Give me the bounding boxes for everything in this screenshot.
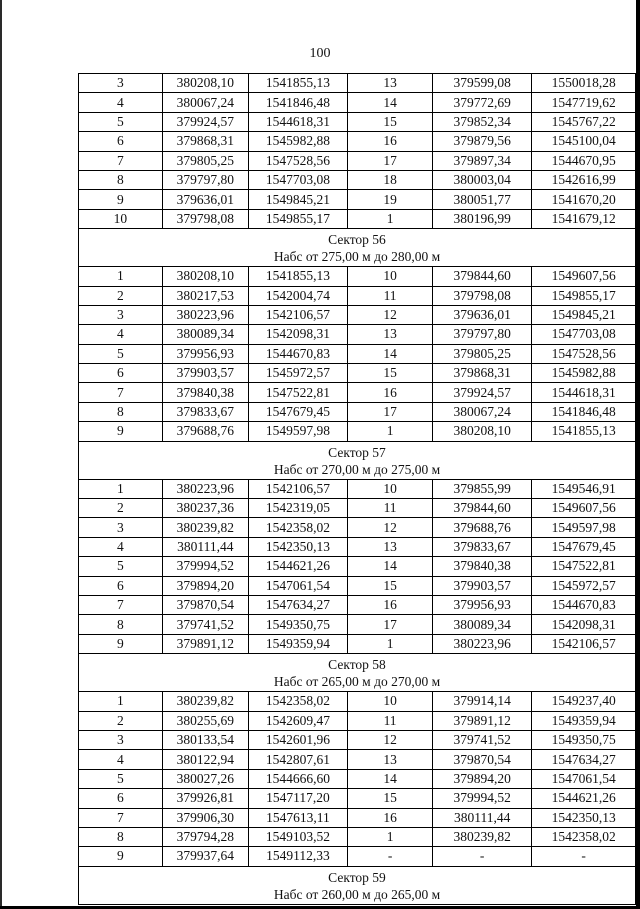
cell-y-coordinate: 1544670,83 [248, 344, 347, 363]
table-row [79, 808, 636, 827]
table-row [79, 711, 636, 730]
cell-x-coordinate: 380208,10 [433, 422, 532, 441]
cell-point-number: 4 [79, 93, 163, 112]
cell-point-number: 12 [348, 730, 433, 749]
cell-x-coordinate: 380111,44 [433, 808, 532, 827]
table-row [79, 402, 636, 421]
cell-x-coordinate: 379772,69 [433, 93, 532, 112]
cell-point-number: 11 [348, 711, 433, 730]
table-row [79, 190, 636, 209]
sector-title: Сектор 57 [328, 444, 386, 460]
cell-x-coordinate: 379636,01 [433, 305, 532, 324]
cell-point-number: 1 [79, 479, 163, 498]
table-row [79, 112, 636, 131]
cell-x-coordinate: 380217,53 [162, 286, 248, 305]
cell-x-coordinate: 379914,14 [433, 692, 532, 711]
cell-point-number: 13 [348, 537, 433, 556]
cell-x-coordinate: 379894,20 [433, 769, 532, 788]
cell-x-coordinate: 379894,20 [162, 576, 248, 595]
table-row [79, 827, 636, 846]
cell-y-coordinate: 1541855,13 [248, 267, 347, 286]
cell-y-coordinate: 1549597,98 [532, 518, 636, 537]
cell-point-number: 15 [348, 576, 433, 595]
table-row [79, 305, 636, 324]
cell-y-coordinate: 1541670,20 [532, 190, 636, 209]
cell-x-coordinate: 379599,08 [433, 74, 532, 93]
cell-point-number: 14 [348, 769, 433, 788]
scan-edge-right [636, 0, 640, 909]
page-number: 100 [309, 46, 331, 61]
cell-x-coordinate: 379937,64 [162, 847, 248, 866]
cell-point-number: 16 [348, 808, 433, 827]
cell-y-coordinate: 1542358,02 [248, 692, 347, 711]
cell-x-coordinate: 379868,31 [162, 132, 248, 151]
cell-y-coordinate: 1547679,45 [248, 402, 347, 421]
cell-y-coordinate: 1544621,26 [248, 557, 347, 576]
cell-point-number: 6 [79, 576, 163, 595]
cell-point-number: 5 [79, 112, 163, 131]
table-row [79, 151, 636, 170]
cell-x-coordinate: 379897,34 [433, 151, 532, 170]
cell-x-coordinate: 379636,01 [162, 190, 248, 209]
cell-point-number: 13 [348, 750, 433, 769]
cell-point-number: 11 [348, 286, 433, 305]
scan-edge-left [0, 0, 2, 909]
cell-point-number: 16 [348, 383, 433, 402]
cell-y-coordinate: 1542350,13 [532, 808, 636, 827]
cell-x-coordinate: 380122,94 [162, 750, 248, 769]
cell-point-number: 7 [79, 383, 163, 402]
cell-x-coordinate: 380111,44 [162, 537, 248, 556]
cell-x-coordinate: 379840,38 [433, 557, 532, 576]
cell-x-coordinate: 379891,12 [433, 711, 532, 730]
cell-y-coordinate: 1549112,33 [248, 847, 347, 866]
table-row [79, 209, 636, 228]
cell-y-coordinate: 1549546,91 [532, 479, 636, 498]
cell-y-coordinate: 1542807,61 [248, 750, 347, 769]
cell-x-coordinate: 380239,82 [162, 692, 248, 711]
table-row [79, 364, 636, 383]
coordinates-table-body [79, 74, 636, 905]
cell-y-coordinate: 1544618,31 [248, 112, 347, 131]
cell-point-number: 8 [79, 615, 163, 634]
cell-point-number: 15 [348, 364, 433, 383]
table-row [79, 499, 636, 518]
cell-point-number: 10 [79, 209, 163, 228]
cell-y-coordinate: 1541679,12 [532, 209, 636, 228]
cell-x-coordinate: 380067,24 [162, 93, 248, 112]
sector-header-row [79, 441, 636, 479]
cell-point-number: 15 [348, 112, 433, 131]
cell-x-coordinate: 379852,34 [433, 112, 532, 131]
sector-altitude-range: Набс от 260,00 м до 265,00 м [273, 886, 441, 902]
cell-y-coordinate: 1542106,57 [248, 305, 347, 324]
cell-y-coordinate: 1541846,48 [248, 93, 347, 112]
cell-point-number: 16 [348, 595, 433, 614]
cell-y-coordinate: 1547528,56 [532, 344, 636, 363]
cell-point-number: 14 [348, 557, 433, 576]
cell-x-coordinate: 379903,57 [162, 364, 248, 383]
cell-point-number: 15 [348, 789, 433, 808]
cell-x-coordinate: 380237,36 [162, 499, 248, 518]
cell-y-coordinate: 1549103,52 [248, 827, 347, 846]
cell-x-coordinate: 380089,34 [433, 615, 532, 634]
cell-x-coordinate: 379924,57 [433, 383, 532, 402]
cell-y-coordinate: 1541855,13 [532, 422, 636, 441]
cell-y-coordinate: 1545767,22 [532, 112, 636, 131]
cell-x-coordinate: 379924,57 [162, 112, 248, 131]
cell-y-coordinate: 1545982,88 [532, 364, 636, 383]
table-row [79, 422, 636, 441]
cell-y-coordinate: 1549845,21 [532, 305, 636, 324]
cell-y-coordinate: 1542098,31 [248, 325, 347, 344]
cell-point-number: 2 [79, 286, 163, 305]
cell-x-coordinate: 379688,76 [433, 518, 532, 537]
table-row [79, 730, 636, 749]
cell-x-coordinate: 380208,10 [162, 74, 248, 93]
cell-x-coordinate: 379870,54 [433, 750, 532, 769]
cell-point-number: 9 [79, 634, 163, 653]
table-row [79, 750, 636, 769]
cell-y-coordinate: 1550018,28 [532, 74, 636, 93]
sector-header-row [79, 229, 636, 267]
cell-point-number: 12 [348, 305, 433, 324]
cell-point-number: 13 [348, 325, 433, 344]
cell-point-number: 17 [348, 151, 433, 170]
cell-x-coordinate: 379844,60 [433, 267, 532, 286]
cell-x-coordinate: 379798,08 [162, 209, 248, 228]
cell-y-coordinate: 1544618,31 [532, 383, 636, 402]
table-row [79, 576, 636, 595]
cell-point-number: 14 [348, 93, 433, 112]
cell-point-number: 1 [348, 422, 433, 441]
cell-point-number: 4 [79, 750, 163, 769]
table-row [79, 595, 636, 614]
cell-y-coordinate: 1542601,96 [248, 730, 347, 749]
table-row [79, 692, 636, 711]
cell-y-coordinate: 1549350,75 [248, 615, 347, 634]
table-row [79, 479, 636, 498]
cell-x-coordinate: 380089,34 [162, 325, 248, 344]
table-row [79, 267, 636, 286]
cell-y-coordinate: 1542106,57 [532, 634, 636, 653]
cell-x-coordinate: 379994,52 [433, 789, 532, 808]
cell-point-number: 1 [348, 634, 433, 653]
cell-x-coordinate: 380239,82 [433, 827, 532, 846]
cell-point-number: 16 [348, 132, 433, 151]
cell-y-coordinate: - [532, 847, 636, 866]
cell-point-number: 7 [79, 595, 163, 614]
sector-title: Сектор 59 [328, 869, 386, 885]
table-row [79, 769, 636, 788]
table-row [79, 518, 636, 537]
cell-x-coordinate: 379797,80 [162, 170, 248, 189]
cell-y-coordinate: 1545972,57 [532, 576, 636, 595]
cell-x-coordinate: 379870,54 [162, 595, 248, 614]
table-row [79, 557, 636, 576]
cell-y-coordinate: 1547613,11 [248, 808, 347, 827]
cell-point-number: 10 [348, 479, 433, 498]
cell-point-number: 5 [79, 344, 163, 363]
cell-y-coordinate: 1542106,57 [248, 479, 347, 498]
cell-x-coordinate: 380208,10 [162, 267, 248, 286]
cell-point-number: 1 [79, 692, 163, 711]
cell-x-coordinate: 380223,96 [162, 305, 248, 324]
sector-altitude-range: Набс от 270,00 м до 275,00 м [273, 461, 441, 477]
cell-x-coordinate: 379879,56 [433, 132, 532, 151]
cell-point-number: 3 [79, 518, 163, 537]
cell-y-coordinate: 1549855,17 [532, 286, 636, 305]
cell-y-coordinate: 1542358,02 [532, 827, 636, 846]
cell-y-coordinate: 1549359,94 [532, 711, 636, 730]
cell-point-number: 4 [79, 537, 163, 556]
cell-point-number: 11 [348, 499, 433, 518]
cell-x-coordinate: 380003,04 [433, 170, 532, 189]
cell-x-coordinate: 379956,93 [162, 344, 248, 363]
cell-x-coordinate: 379833,67 [433, 537, 532, 556]
cell-x-coordinate: 379926,81 [162, 789, 248, 808]
cell-point-number: 3 [79, 730, 163, 749]
cell-point-number: 8 [79, 402, 163, 421]
cell-point-number: 5 [79, 557, 163, 576]
cell-y-coordinate: 1541855,13 [248, 74, 347, 93]
cell-y-coordinate: 1547528,56 [248, 151, 347, 170]
cell-point-number: 18 [348, 170, 433, 189]
cell-point-number: 13 [348, 74, 433, 93]
table-row [79, 74, 636, 93]
cell-y-coordinate: 1544666,60 [248, 769, 347, 788]
table-row [79, 286, 636, 305]
cell-y-coordinate: 1547117,20 [248, 789, 347, 808]
table-row [79, 634, 636, 653]
cell-point-number: 1 [348, 827, 433, 846]
cell-x-coordinate: 379833,67 [162, 402, 248, 421]
cell-point-number: 10 [348, 692, 433, 711]
cell-x-coordinate: 379741,52 [162, 615, 248, 634]
cell-y-coordinate: 1549607,56 [532, 267, 636, 286]
cell-point-number: 4 [79, 325, 163, 344]
cell-y-coordinate: 1549845,21 [248, 190, 347, 209]
cell-x-coordinate: 380067,24 [433, 402, 532, 421]
cell-y-coordinate: 1549607,56 [532, 499, 636, 518]
table-row [79, 383, 636, 402]
cell-x-coordinate: 379903,57 [433, 576, 532, 595]
table-row [79, 847, 636, 866]
sector-header-row [79, 866, 636, 904]
cell-y-coordinate: 1544670,83 [532, 595, 636, 614]
table-row [79, 132, 636, 151]
cell-y-coordinate: 1545982,88 [248, 132, 347, 151]
cell-y-coordinate: 1542319,05 [248, 499, 347, 518]
cell-x-coordinate: 379805,25 [162, 151, 248, 170]
cell-x-coordinate: 379805,25 [433, 344, 532, 363]
cell-y-coordinate: 1547703,08 [532, 325, 636, 344]
cell-point-number: 19 [348, 190, 433, 209]
table-row [79, 789, 636, 808]
cell-x-coordinate: 379794,28 [162, 827, 248, 846]
cell-x-coordinate: 380255,69 [162, 711, 248, 730]
sector-altitude-range: Набс от 265,00 м до 270,00 м [273, 674, 441, 690]
sector-header-cell [79, 654, 636, 692]
cell-y-coordinate: 1542609,47 [248, 711, 347, 730]
cell-point-number: 9 [79, 190, 163, 209]
cell-point-number: 1 [79, 267, 163, 286]
cell-y-coordinate: 1542004,74 [248, 286, 347, 305]
table-row [79, 537, 636, 556]
cell-x-coordinate: 379844,60 [433, 499, 532, 518]
table-row [79, 344, 636, 363]
cell-point-number: 17 [348, 615, 433, 634]
cell-point-number: 6 [79, 364, 163, 383]
cell-x-coordinate: 380133,54 [162, 730, 248, 749]
cell-x-coordinate: 379688,76 [162, 422, 248, 441]
cell-x-coordinate: 379994,52 [162, 557, 248, 576]
cell-point-number: 9 [79, 422, 163, 441]
cell-point-number: 6 [79, 789, 163, 808]
cell-point-number: 3 [79, 74, 163, 93]
cell-y-coordinate: 1547719,62 [532, 93, 636, 112]
sector-title: Сектор 56 [328, 232, 386, 248]
cell-x-coordinate: 379798,08 [433, 286, 532, 305]
cell-x-coordinate: 379741,52 [433, 730, 532, 749]
sector-title: Сектор 58 [328, 657, 386, 673]
cell-y-coordinate: 1542098,31 [532, 615, 636, 634]
cell-point-number: 8 [79, 170, 163, 189]
sector-header-cell [79, 229, 636, 267]
table-row [79, 325, 636, 344]
cell-y-coordinate: 1545100,04 [532, 132, 636, 151]
sector-altitude-range: Набс от 275,00 м до 280,00 м [273, 249, 441, 265]
cell-x-coordinate: 380223,96 [162, 479, 248, 498]
cell-x-coordinate: - [433, 847, 532, 866]
cell-x-coordinate: 380223,96 [433, 634, 532, 653]
cell-x-coordinate: 379956,93 [433, 595, 532, 614]
cell-x-coordinate: 380239,82 [162, 518, 248, 537]
cell-point-number: 8 [79, 827, 163, 846]
cell-x-coordinate: 379906,30 [162, 808, 248, 827]
cell-point-number: 7 [79, 151, 163, 170]
cell-point-number: 17 [348, 402, 433, 421]
sector-header-cell [79, 441, 636, 479]
cell-x-coordinate: 379868,31 [433, 364, 532, 383]
cell-point-number: 2 [79, 711, 163, 730]
cell-point-number: - [348, 847, 433, 866]
cell-y-coordinate: 1547679,45 [532, 537, 636, 556]
cell-y-coordinate: 1547522,81 [532, 557, 636, 576]
cell-point-number: 12 [348, 518, 433, 537]
cell-y-coordinate: 1542616,99 [532, 170, 636, 189]
cell-point-number: 14 [348, 344, 433, 363]
cell-y-coordinate: 1547522,81 [248, 383, 347, 402]
cell-y-coordinate: 1547634,27 [248, 595, 347, 614]
cell-y-coordinate: 1549597,98 [248, 422, 347, 441]
cell-y-coordinate: 1541846,48 [532, 402, 636, 421]
cell-y-coordinate: 1547061,54 [248, 576, 347, 595]
cell-x-coordinate: 380027,26 [162, 769, 248, 788]
table-row [79, 615, 636, 634]
cell-point-number: 5 [79, 769, 163, 788]
cell-y-coordinate: 1547703,08 [248, 170, 347, 189]
cell-point-number: 10 [348, 267, 433, 286]
cell-x-coordinate: 380051,77 [433, 190, 532, 209]
cell-point-number: 6 [79, 132, 163, 151]
table-row [79, 93, 636, 112]
table-row [79, 170, 636, 189]
cell-point-number: 7 [79, 808, 163, 827]
cell-x-coordinate: 379855,99 [433, 479, 532, 498]
sector-header-row [79, 654, 636, 692]
cell-y-coordinate: 1544670,95 [532, 151, 636, 170]
cell-y-coordinate: 1549350,75 [532, 730, 636, 749]
cell-point-number: 3 [79, 305, 163, 324]
cell-y-coordinate: 1549237,40 [532, 692, 636, 711]
cell-y-coordinate: 1542358,02 [248, 518, 347, 537]
cell-x-coordinate: 379797,80 [433, 325, 532, 344]
cell-y-coordinate: 1549855,17 [248, 209, 347, 228]
cell-x-coordinate: 379840,38 [162, 383, 248, 402]
cell-x-coordinate: 379891,12 [162, 634, 248, 653]
cell-point-number: 1 [348, 209, 433, 228]
cell-y-coordinate: 1549359,94 [248, 634, 347, 653]
cell-point-number: 9 [79, 847, 163, 866]
cell-y-coordinate: 1544621,26 [532, 789, 636, 808]
cell-x-coordinate: 380196,99 [433, 209, 532, 228]
cell-y-coordinate: 1542350,13 [248, 537, 347, 556]
cell-y-coordinate: 1547061,54 [532, 769, 636, 788]
cell-y-coordinate: 1547634,27 [532, 750, 636, 769]
sector-header-cell [79, 866, 636, 904]
coordinates-table [78, 73, 636, 905]
cell-y-coordinate: 1545972,57 [248, 364, 347, 383]
cell-point-number: 2 [79, 499, 163, 518]
